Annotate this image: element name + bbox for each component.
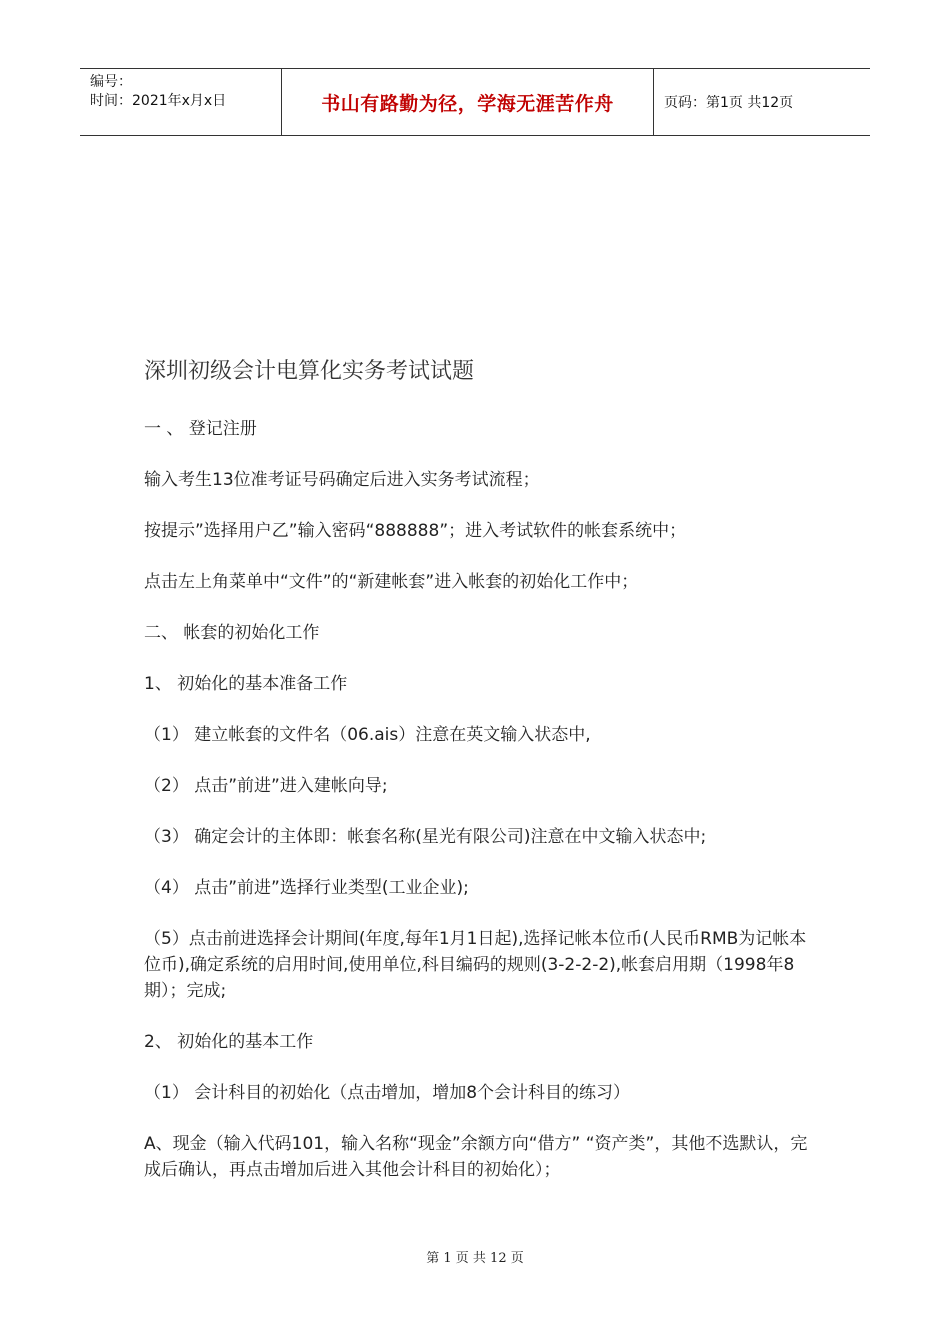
header-motto-cell xyxy=(282,69,654,135)
list-item: （4） 点击”前进”选择行业类型(工业企业); xyxy=(144,878,469,898)
list-item: A、现金（输入代码101，输入名称“现金”余额方向“借方” “资产类”，其他不选默认，完成后确认，再点击增加后进入其他会计科目的初始化）； xyxy=(144,1134,808,1180)
time-label: 时间：2021年x月x日 xyxy=(90,93,227,109)
number-label: 编号： xyxy=(90,74,132,90)
motto-text: 书山有路勤为径，学海无涯苦作舟 xyxy=(321,92,614,115)
header-meta-cell xyxy=(80,69,282,135)
document-body xyxy=(144,356,814,1208)
subsection-heading: 1、 初始化的基本准备工作 xyxy=(144,674,348,694)
paragraph: 按提示”选择用户乙”输入密码“888888”；进入考试软件的帐套系统中； xyxy=(144,521,687,541)
page-footer xyxy=(0,1247,950,1266)
header-page-cell xyxy=(654,69,870,135)
subsection-heading: 2、 初始化的基本工作 xyxy=(144,1032,314,1052)
section-heading-registration: 一 、 登记注册 xyxy=(144,419,257,439)
document-title: 深圳初级会计电算化实务考试试题 xyxy=(144,359,475,384)
list-item: （3） 确定会计的主体即：帐套名称(星光有限公司)注意在中文输入状态中; xyxy=(144,827,707,847)
page-info: 页码：第1页 共12页 xyxy=(664,95,794,111)
list-item: （1） 会计科目的初始化（点击增加，增加8个会计科目的练习） xyxy=(144,1083,631,1103)
header-table xyxy=(80,68,870,136)
list-item: （2） 点击”前进”进入建帐向导; xyxy=(144,776,388,796)
list-item: （5）点击前进选择会计期间(年度,每年1月1日起),选择记帐本位币(人民币RMB为记帐本位币),确定系统的启用时间,使用单位,科目编码的规则(3-2-2-2),帐套启用期（1998年8期）；完成; xyxy=(144,929,807,1001)
section-heading-initialization: 二、 帐套的初始化工作 xyxy=(144,623,320,643)
footer-page-number: 第 1 页 共 12 页 xyxy=(426,1251,524,1266)
list-item: （1） 建立帐套的文件名（06.ais）注意在英文输入状态中, xyxy=(144,725,591,745)
paragraph: 输入考生13位准考证号码确定后进入实务考试流程； xyxy=(144,470,540,490)
paragraph: 点击左上角菜单中“文件”的“新建帐套”进入帐套的初始化工作中； xyxy=(144,572,639,592)
